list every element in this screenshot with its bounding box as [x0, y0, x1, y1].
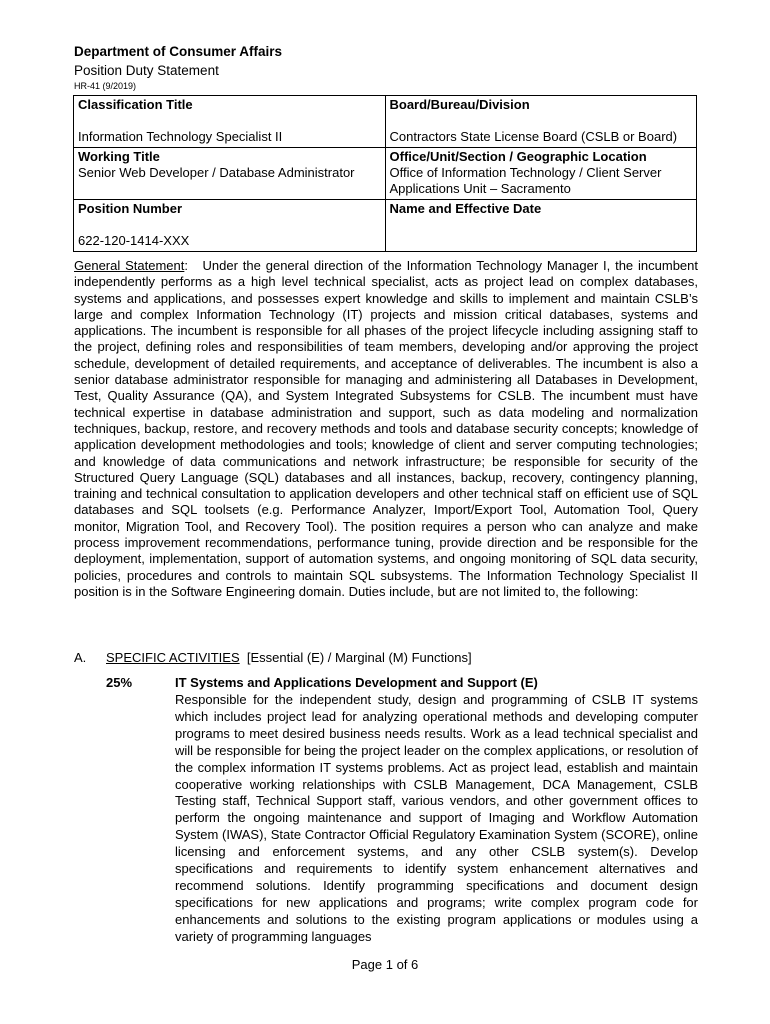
classification-title-label: Classification Title	[78, 97, 193, 112]
classification-title-value: Information Technology Specialist II	[78, 129, 283, 144]
name-date-label: Name and Effective Date	[389, 201, 542, 216]
department-name: Department of Consumer Affairs	[74, 44, 283, 59]
name-date-cell	[385, 200, 697, 252]
form-id: HR-41 (9/2019)	[74, 81, 137, 91]
position-number-cell	[74, 200, 386, 252]
general-statement-text: Under the general direction of the Information Technology Manager I, the incumbent independently performs as a high level technical specialist, acts as project lead on complex databases, systems and applications, and possesses expert knowledge and skills to implement and maintain CSLB’s large and complex Information Technology (IT) projects and mission critical databases, systems and applications. The incumbent is responsible for all phases of the project lifecycle including assigning staff to the project, defining roles and responsibilities of team members, developing and/or approving the project schedule, development of detailed requirements, and acceptance of deliverables. The incumbent is also a senior database administrator responsible for managing and administering all Databases in Development, Test, Quality Assurance (QA), and System Integrated Subsystems for CSLB. The incumbent must have technical expertise in database administration and support, such as data modeling and normalization techniques, backup, restore, and recovery methods and tools and database security concepts; knowledge of application development methodologies and tools; knowledge of client and server computing technologies; and knowledge of data communications and network infrastructure; be responsible for security of the Structured Query Language (SQL) databases and all instances, backup, recovery, contingency planning, training and technical consultation to application developers and other technical staff on efficient use of SQL databases and SQL toolsets (e.g. Performance Analyzer, Import/Export Tool, Automation Tool, Query monitor, Migration Tool, and Recovery Tool). The position requires a person who can analyze and make process improvement recommendations, performance tuning, provide direction and be responsible for the deployment, implementation, support of automation systems, and ongoing monitoring of SQL data security, policies, procedures and controls to maintain SQL subsystems. The Information Technology Specialist II position is in the Software Engineering domain. Duties include, but are not limited to, the following:	[74, 258, 698, 599]
board-label: Board/Bureau/Division	[389, 97, 530, 112]
classification-title-cell	[74, 96, 386, 148]
working-title-value: Senior Web Developer / Database Administrator	[78, 165, 355, 180]
office-value: Office of Information Technology / Client Server Applications Unit – Sacramento	[389, 165, 662, 196]
duty-percent: 25%	[106, 675, 133, 690]
board-cell	[385, 96, 697, 148]
position-info-table	[73, 95, 697, 252]
working-title-cell	[74, 148, 386, 200]
section-a-letter: A.	[74, 650, 87, 665]
working-title-label: Working Title	[78, 149, 160, 164]
position-number-value: 622-120-1414-XXX	[78, 233, 190, 248]
general-statement: General Statement: Under the general direction of the Information Technology Manager I, the incumbent independently performs as a high level technical specialist, acts as project lead on complex databases, systems and applications, and possesses expert knowledge and skills to implement and maintain CSLB’s large and complex Information Technology (IT) projects and mission critical databases, systems and applications. The incumbent is responsible for all phases of the project lifecycle including assigning staff to the project, defining roles and responsibilities of team members, developing and/or approving the project schedule, development of detailed requirements, and acceptance of deliverables. The incumbent is also a senior database administrator responsible for managing and administering all Databases in Development, Test, Quality Assurance (QA), and System Integrated Subsystems for CSLB. The incumbent must have technical expertise in database administration and support, such as data modeling and normalization techniques, backup, restore, and recovery methods and tools and database security concepts; knowledge of application development methodologies and tools; knowledge of client and server computing technologies; and knowledge of data communications and network infrastructure; be responsible for security of the Structured Query Language (SQL) databases and all instances, backup, recovery, contingency planning, training and technical consultation to application developers and other technical staff on efficient use of SQL databases and SQL toolsets (e.g. Performance Analyzer, Import/Export Tool, Automation Tool, Query monitor, Migration Tool, and Recovery Tool). The position requires a person who can analyze and make process improvement recommendations, performance tuning, provide direction and be responsible for the deployment, implementation, support of automation systems, and ongoing monitoring of SQL data security, policies, procedures and controls to maintain SQL subsystems. The Information Technology Specialist II position is in the Software Engineering domain. Duties include, but are not limited to, the following:	[74, 258, 698, 599]
duty-description: Responsible for the independent study, design and programming of CSLB IT systems which includes project lead for analyzing operational methods and developing computer programs to meet desired business needs results. Work as a lead technical specialist and will be responsible for being the project leader on the complex applications, or resolution of the complex information IT systems problems. Act as project lead, establish and maintain cooperative working relationships with CSLB Management, DCA Management, CSLB Testing staff, Technical Support staff, various vendors, and other government offices to perform the ongoing maintenance and support of Imaging and Workflow Automation System (IWAS), State Contractor Official Regulatory Examination System (SCORE), online licensing and enforcement systems, and any other CSLB system(s). Develop specifications and requirements to identify system enhancement alternatives and recommend solutions. Identify programming specifications and document design specifications for new applications and programs; write complex program code for enhancements and solutions to the existing program applications or modules using a variety of programming languages	[175, 692, 698, 944]
position-number-label: Position Number	[78, 201, 183, 216]
general-statement-heading: General Statement	[74, 258, 185, 273]
section-a-subheading: [Essential (E) / Marginal (M) Functions]	[246, 650, 472, 665]
section-a-heading: SPECIFIC ACTIVITIES	[106, 650, 240, 665]
board-value: Contractors State License Board (CSLB or Board)	[389, 129, 678, 144]
office-cell	[385, 148, 697, 200]
page-number: Page 1 of 6	[351, 957, 419, 972]
office-label: Office/Unit/Section / Geographic Location	[389, 149, 647, 164]
duty-title: IT Systems and Applications Development and Support (E)	[175, 675, 538, 690]
document-title: Position Duty Statement	[74, 63, 219, 78]
